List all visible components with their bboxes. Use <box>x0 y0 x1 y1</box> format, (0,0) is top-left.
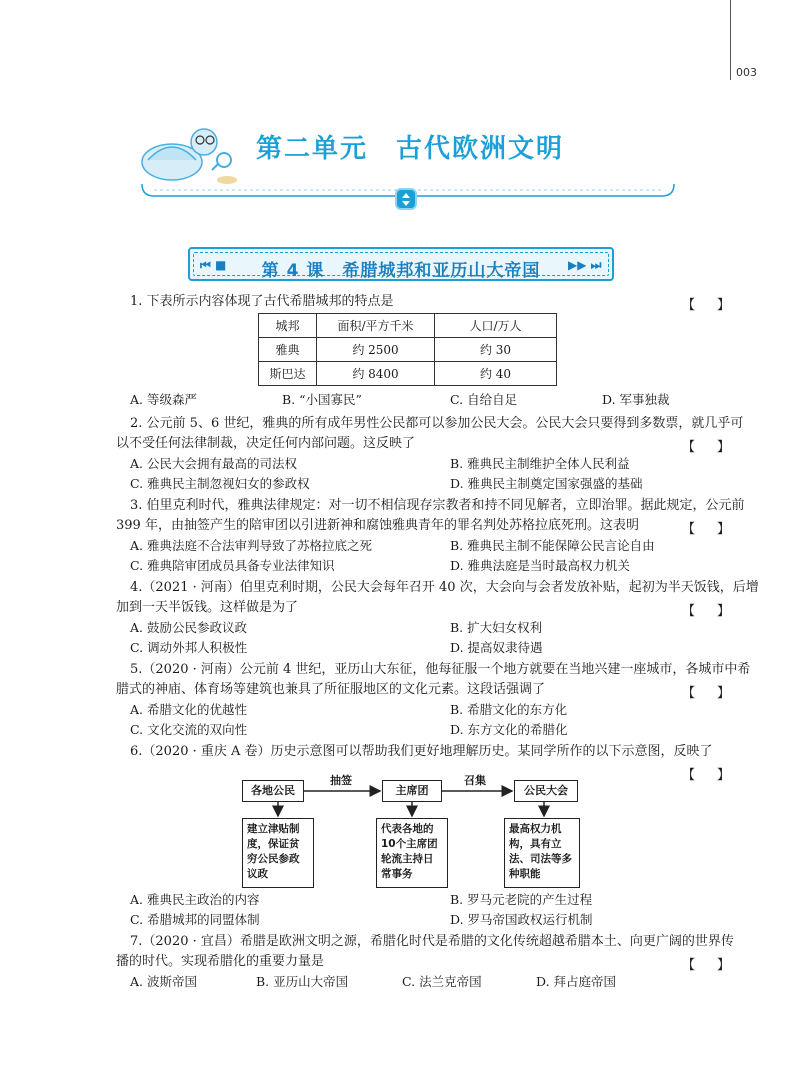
answer-bracket: 【】 <box>682 768 753 783</box>
option-d[interactable]: D. 拜占庭帝国 <box>536 974 617 989</box>
answer-bracket: 【】 <box>682 686 753 701</box>
table-header: 城邦 <box>259 314 317 338</box>
option-b[interactable]: B. 雅典民主制不能保障公民言论自由 <box>450 538 655 553</box>
question-1-text: 1. 下表所示内容体现了古代希腊城邦的特点是 <box>130 294 394 309</box>
unit-title: 第二单元 古代欧洲文明 <box>256 134 565 164</box>
question-6-text: 6.（2020 · 重庆 A 卷）历史示意图可以帮助我们更好地理解历史。某同学所作的以下示意图，反映了 <box>130 744 713 759</box>
option-b[interactable]: B. 亚历山大帝国 <box>256 974 349 989</box>
question-7-text: 7.（2020 · 宜昌）希腊是欧洲文明之源，希腊化时代是希腊的文化传统超越希腊本土、向更广阔的世界传 <box>130 934 734 949</box>
table-row <box>259 362 557 386</box>
option-b[interactable]: B. 罗马元老院的产生过程 <box>450 892 593 907</box>
city-state-table <box>258 313 557 386</box>
table-cell: 约 40 <box>435 362 557 386</box>
option-a[interactable]: A. 公民大会拥有最高的司法权 <box>130 456 297 471</box>
answer-bracket: 【】 <box>682 958 753 973</box>
table-header: 面积/平方千米 <box>317 314 435 338</box>
table-cell: 约 30 <box>435 338 557 362</box>
table-cell: 雅典 <box>259 338 317 362</box>
answer-bracket: 【】 <box>682 298 753 313</box>
arrow-label-convene: 召集 <box>464 774 486 787</box>
question-7-text: 播的时代。实现希腊化的重要力量是 <box>116 954 325 969</box>
note-subsidy: 建立津贴制度，保证贫穷公民参政议政 <box>242 818 314 888</box>
question-4-text: 4.（2021 · 河南）伯里克利时期，公民大会每年召开 40 次，大会向与会者发放补贴，起初为半天饭钱，后增 <box>130 580 759 595</box>
democracy-diagram <box>238 770 598 890</box>
question-4-text: 加到一天半饭钱。这样做是为了 <box>116 600 299 615</box>
table-cell: 斯巴达 <box>259 362 317 386</box>
option-d[interactable]: D. 雅典法庭是当时最高权力机关 <box>450 558 631 573</box>
answer-bracket: 【】 <box>682 604 753 619</box>
table-header: 人口/万人 <box>435 314 557 338</box>
option-d[interactable]: D. 军事独裁 <box>602 392 670 407</box>
arrow-label-lot: 抽签 <box>330 774 352 787</box>
option-d[interactable]: D. 提高奴隶待遇 <box>450 640 543 655</box>
fast-forward-icon: ▶▶ ⏭ <box>568 258 602 272</box>
table-cell: 约 8400 <box>317 362 435 386</box>
question-2-text: 以不受任何法律制裁，决定任何内部问题。这反映了 <box>116 436 416 451</box>
option-a[interactable]: A. 雅典法庭不合法审判导致了苏格拉底之死 <box>130 538 372 553</box>
box-citizens: 各地公民 <box>242 780 304 802</box>
option-c[interactable]: C. 自给自足 <box>450 392 518 407</box>
option-c[interactable]: C. 文化交流的双向性 <box>130 722 248 737</box>
question-3-text: 399 年，由抽签产生的陪审团以引进新神和腐蚀雅典青年的罪名判处苏格拉底死刑。这表明 <box>116 518 639 533</box>
question-5-text: 5.（2020 · 河南）公元前 4 世纪，亚历山大东征，他每征服一个地方就要在当地兴建一座城市，各城市中希 <box>130 662 751 677</box>
option-b[interactable]: B. 扩大妇女权利 <box>450 620 543 635</box>
option-d[interactable]: D. 罗马帝国政权运行机制 <box>450 912 593 927</box>
lesson-banner <box>188 247 614 281</box>
table-row <box>259 338 557 362</box>
question-5-text: 腊式的神庙、体育场等建筑也兼具了所征服地区的文化元素。这段话强调了 <box>116 682 546 697</box>
box-presidium: 主席团 <box>382 780 442 802</box>
option-a[interactable]: A. 鼓励公民参政议政 <box>130 620 247 635</box>
option-a[interactable]: A. 波斯帝国 <box>130 974 197 989</box>
lesson-title: 第 4 课 希腊城邦和亚历山大帝国 <box>261 261 541 281</box>
option-d[interactable]: D. 东方文化的希腊化 <box>450 722 568 737</box>
question-3-text: 3. 伯里克利时代，雅典法律规定：对一切不相信现存宗教者和持不同见解者，立即治罪。据此规定，公元前 <box>130 498 745 513</box>
option-a[interactable]: A. 雅典民主政治的内容 <box>130 892 260 907</box>
table-cell: 约 2500 <box>317 338 435 362</box>
rewind-icon: ⏮ ■ <box>200 258 227 272</box>
page-number: 003 <box>736 66 757 79</box>
option-c[interactable]: C. 调动外邦人积极性 <box>130 640 248 655</box>
option-a[interactable]: A. 希腊文化的优越性 <box>130 702 247 717</box>
scroll-toggle-icon <box>395 188 417 210</box>
option-c[interactable]: C. 法兰克帝国 <box>402 974 482 989</box>
option-d[interactable]: D. 雅典民主制奠定国家强盛的基础 <box>450 476 643 491</box>
turtle-mascot-icon <box>132 112 242 192</box>
answer-bracket: 【】 <box>682 522 753 537</box>
option-b[interactable]: B. 雅典民主制维护全体人民利益 <box>450 456 630 471</box>
option-b[interactable]: B. 希腊文化的东方化 <box>450 702 568 717</box>
option-c[interactable]: C. 雅典陪审团成员具备专业法律知识 <box>130 558 335 573</box>
note-presidium: 代表各地的10个主席团轮流主持日常事务 <box>376 818 448 888</box>
option-c[interactable]: C. 雅典民主制忽视妇女的参政权 <box>130 476 310 491</box>
answer-bracket: 【】 <box>682 440 753 455</box>
option-a[interactable]: A. 等级森严 <box>130 392 197 407</box>
option-b[interactable]: B. “小国寡民” <box>282 392 362 407</box>
box-assembly: 公民大会 <box>514 780 578 802</box>
note-assembly: 最高权力机构，具有立法、司法等多种职能 <box>504 818 580 888</box>
margin-line <box>730 0 731 80</box>
option-c[interactable]: C. 希腊城邦的同盟体制 <box>130 912 260 927</box>
question-2-text: 2. 公元前 5、6 世纪，雅典的所有成年男性公民都可以参加公民大会。公民大会只要得到多数票，就几乎可 <box>130 416 744 431</box>
